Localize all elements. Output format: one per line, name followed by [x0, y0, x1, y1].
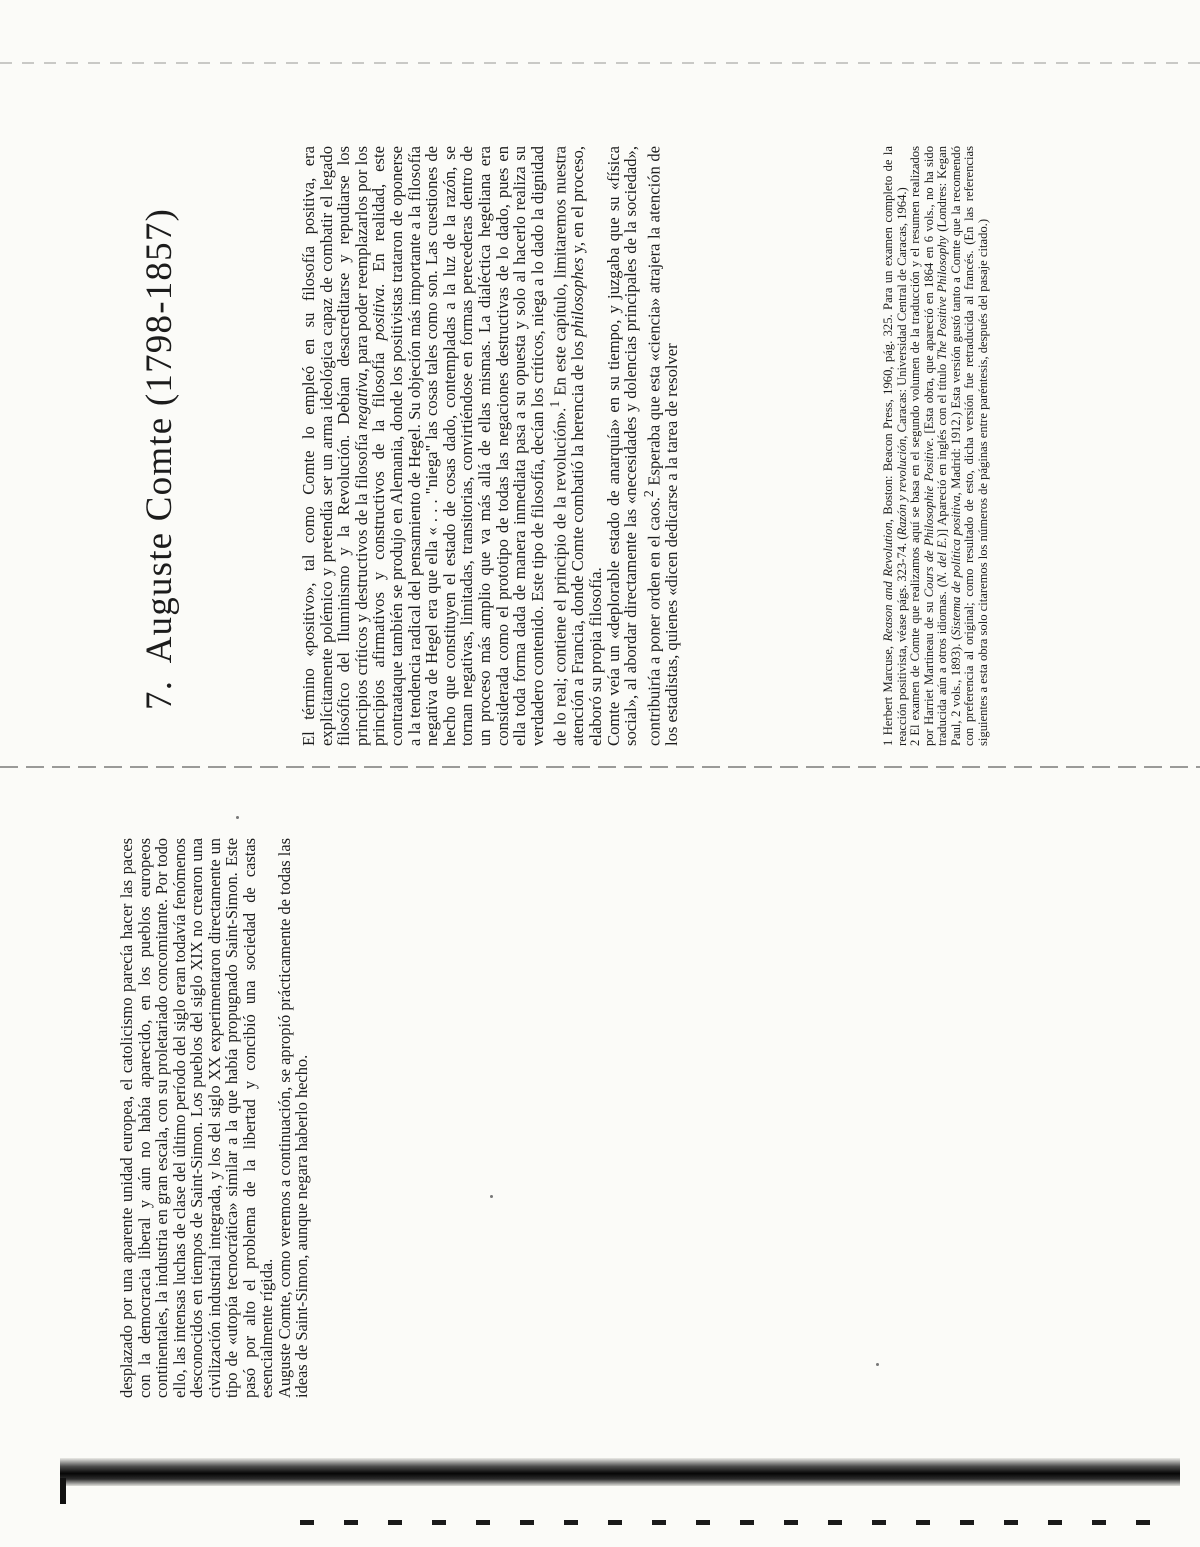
- body-text: Esperaba que esta «ciencia» atrajera la atención de los estadistas, quienes «dicen dedicarse a la tarea de resolver: [644, 145, 681, 746]
- footnote-text: )] Apareció en inglés con el título: [935, 359, 950, 538]
- body-paragraph: [605, 146, 681, 746]
- scan-speck: [490, 1195, 493, 1198]
- footnote-book-title: Reason and Revolution: [881, 522, 895, 642]
- emphasis-positiva: positiva: [369, 287, 389, 341]
- footnote-text: 2 El examen de Comte que realizamos aquí se basa en el segundo volumen de la traducción y el resumen realizados por Harriet Martineau de su: [908, 146, 936, 746]
- chapter-body: [300, 146, 681, 746]
- chapter-number: 7.: [139, 679, 180, 710]
- footnote-book-title: Sistema de política positiva: [948, 495, 963, 636]
- chapter-name: Auguste Comte: [139, 416, 180, 664]
- footnote-1: [882, 146, 909, 746]
- footnote-book-title: The Positive Philosophy: [935, 235, 950, 360]
- scan-edge-top: [0, 62, 1200, 64]
- footnote-ref-1: 1: [547, 400, 563, 408]
- footnote-2: [909, 146, 990, 746]
- body-text: . En realidad, este contraataque también se produjo en Alemania, donde los positivistas trataron de oponerse a la tendencia radical del pensamiento de Hegel. Su objeción más importante a la filosofía negativa de Hegel era que ella « . . . "niega" las cosas tales como son. Las cuestiones de hecho que constituyen el estado de cosas dado, contempladas a la luz de la razón, se tornan negativas, limitadas, transitorias, convirtiéndose en formas perecederas dentro de un proceso más amplio que va más allá de ellas mismas. La dialéctica hegeliana era considerada como el prototipo de todas las negaciones destructivas de lo dado, pues en ella toda forma dada de manera inmediata pasa a su opuesta y solo al hacerlo realiza su verdadero contenido. Este tipo de filosofía, decían los críticos, niega a lo dado la dignidad de lo real; contiene el principio de la revolución».: [369, 146, 570, 746]
- footnote-text: , Madrid: 1912.) Esta versión gustó tanto a Comte que la recomendó con preferencia al original; como resultado de esto, dicha versión fue retraducida al francés. (En las referencias siguientes a esta obra solo citaremos los números de páginas entre paréntesis, después del pasaje citado.): [948, 146, 990, 746]
- scan-speck: [236, 816, 239, 819]
- binding-edge-mark: [60, 1478, 66, 1504]
- footnote-ref-2: 2: [640, 490, 656, 498]
- scan-speck: [876, 1363, 879, 1366]
- footnote-text: 1 Herbert Marcuse,: [881, 641, 895, 746]
- footnote-text: , Boston: Beacon Press, 1960, pág. 325. Para un examen completo de la reacción positivista, véase págs. 323-74. (: [881, 146, 909, 746]
- body-text: En este capítulo, limitaremos nuestra atención a Francia, donde Comte combatió la herencia de los: [550, 146, 588, 746]
- body-text: y, en el proceso, elaboró su propia filosofía.: [568, 145, 606, 746]
- body-text: Comte veía un «deplorable estado de anarquía» en su tiempo, y juzgaba que su «física social», al abordar directamente las «necesidades y dolencias principales de la sociedad», contribuiría a poner orden en el caos.: [603, 146, 664, 746]
- body-text: El término «positivo», tal como Comte lo empleó en su filosofía positiva, era explícitamente polémico y pretendía ser un arma ideológica capaz de combatir el legado filosófico del Iluminismo y la Revolución. Debían desacreditarse y repudiarse los principios críticos y destructivos de la filosofía: [299, 146, 371, 746]
- footnote-book-title: Razón y revolución: [894, 438, 909, 536]
- chapter-title: [140, 110, 190, 710]
- footnote-text: . [Esta obra, que apareció en 1864 en 6 vols., no ha sido traducida aún a otros idiomas. (: [921, 145, 950, 746]
- footnote-editor-note: N. del E.: [935, 537, 950, 584]
- book-binding-shadow: [60, 1458, 1180, 1486]
- footnote-text: (Londres: Kegan Paul, 2 vols., 1893). (: [935, 146, 963, 746]
- emphasis-negativa: negativa: [351, 372, 371, 430]
- footnote-text: , Caracas: Universidad Central de Caracas, 1964.): [894, 187, 909, 439]
- page-fold-divider: [0, 766, 1200, 768]
- previous-chapter-paragraph: desplazado por una aparente unidad europea, el catolicismo parecía hacer las paces con la democracia liberal y aún no había aparecido, en los pueblos europeos continentales, la industria en gran escala, con su proletariado concomitante. Por todo ello, las intensas luchas de clase del último período del siglo eran todavía fenómenos desconocidos en tiempos de Saint-Simon. Los pueblos del siglo XIX no crearon una civilización industrial integrada, y los del siglo XX experimentaron directamente un tipo de «utopía tecnocrática» similar a la que había propugnado Saint-Simon. Este pasó por alto el problema de la libertad y concibió una sociedad de castas esencialmente rígida.: [117, 838, 277, 1398]
- body-paragraph: [300, 146, 605, 746]
- chapter-dates: (1798-1857): [139, 207, 180, 407]
- scan-edge-bottom: [300, 1520, 1180, 1525]
- emphasis-philosophes: philosophes: [568, 257, 588, 337]
- body-text: , para poder reemplazarlos por los principios afirmativos y constructivos de la filosofía: [351, 146, 389, 746]
- previous-chapter-paragraph: Auguste Comte, como veremos a continuación, se apropió prácticamente de todas las ideas de Saint-Simon, aunque negara haberlo hecho.: [274, 838, 312, 1398]
- previous-chapter-text: [118, 838, 311, 1398]
- footnotes: [882, 146, 990, 746]
- footnote-book-title: Cours de Philosophie Positive: [921, 440, 936, 598]
